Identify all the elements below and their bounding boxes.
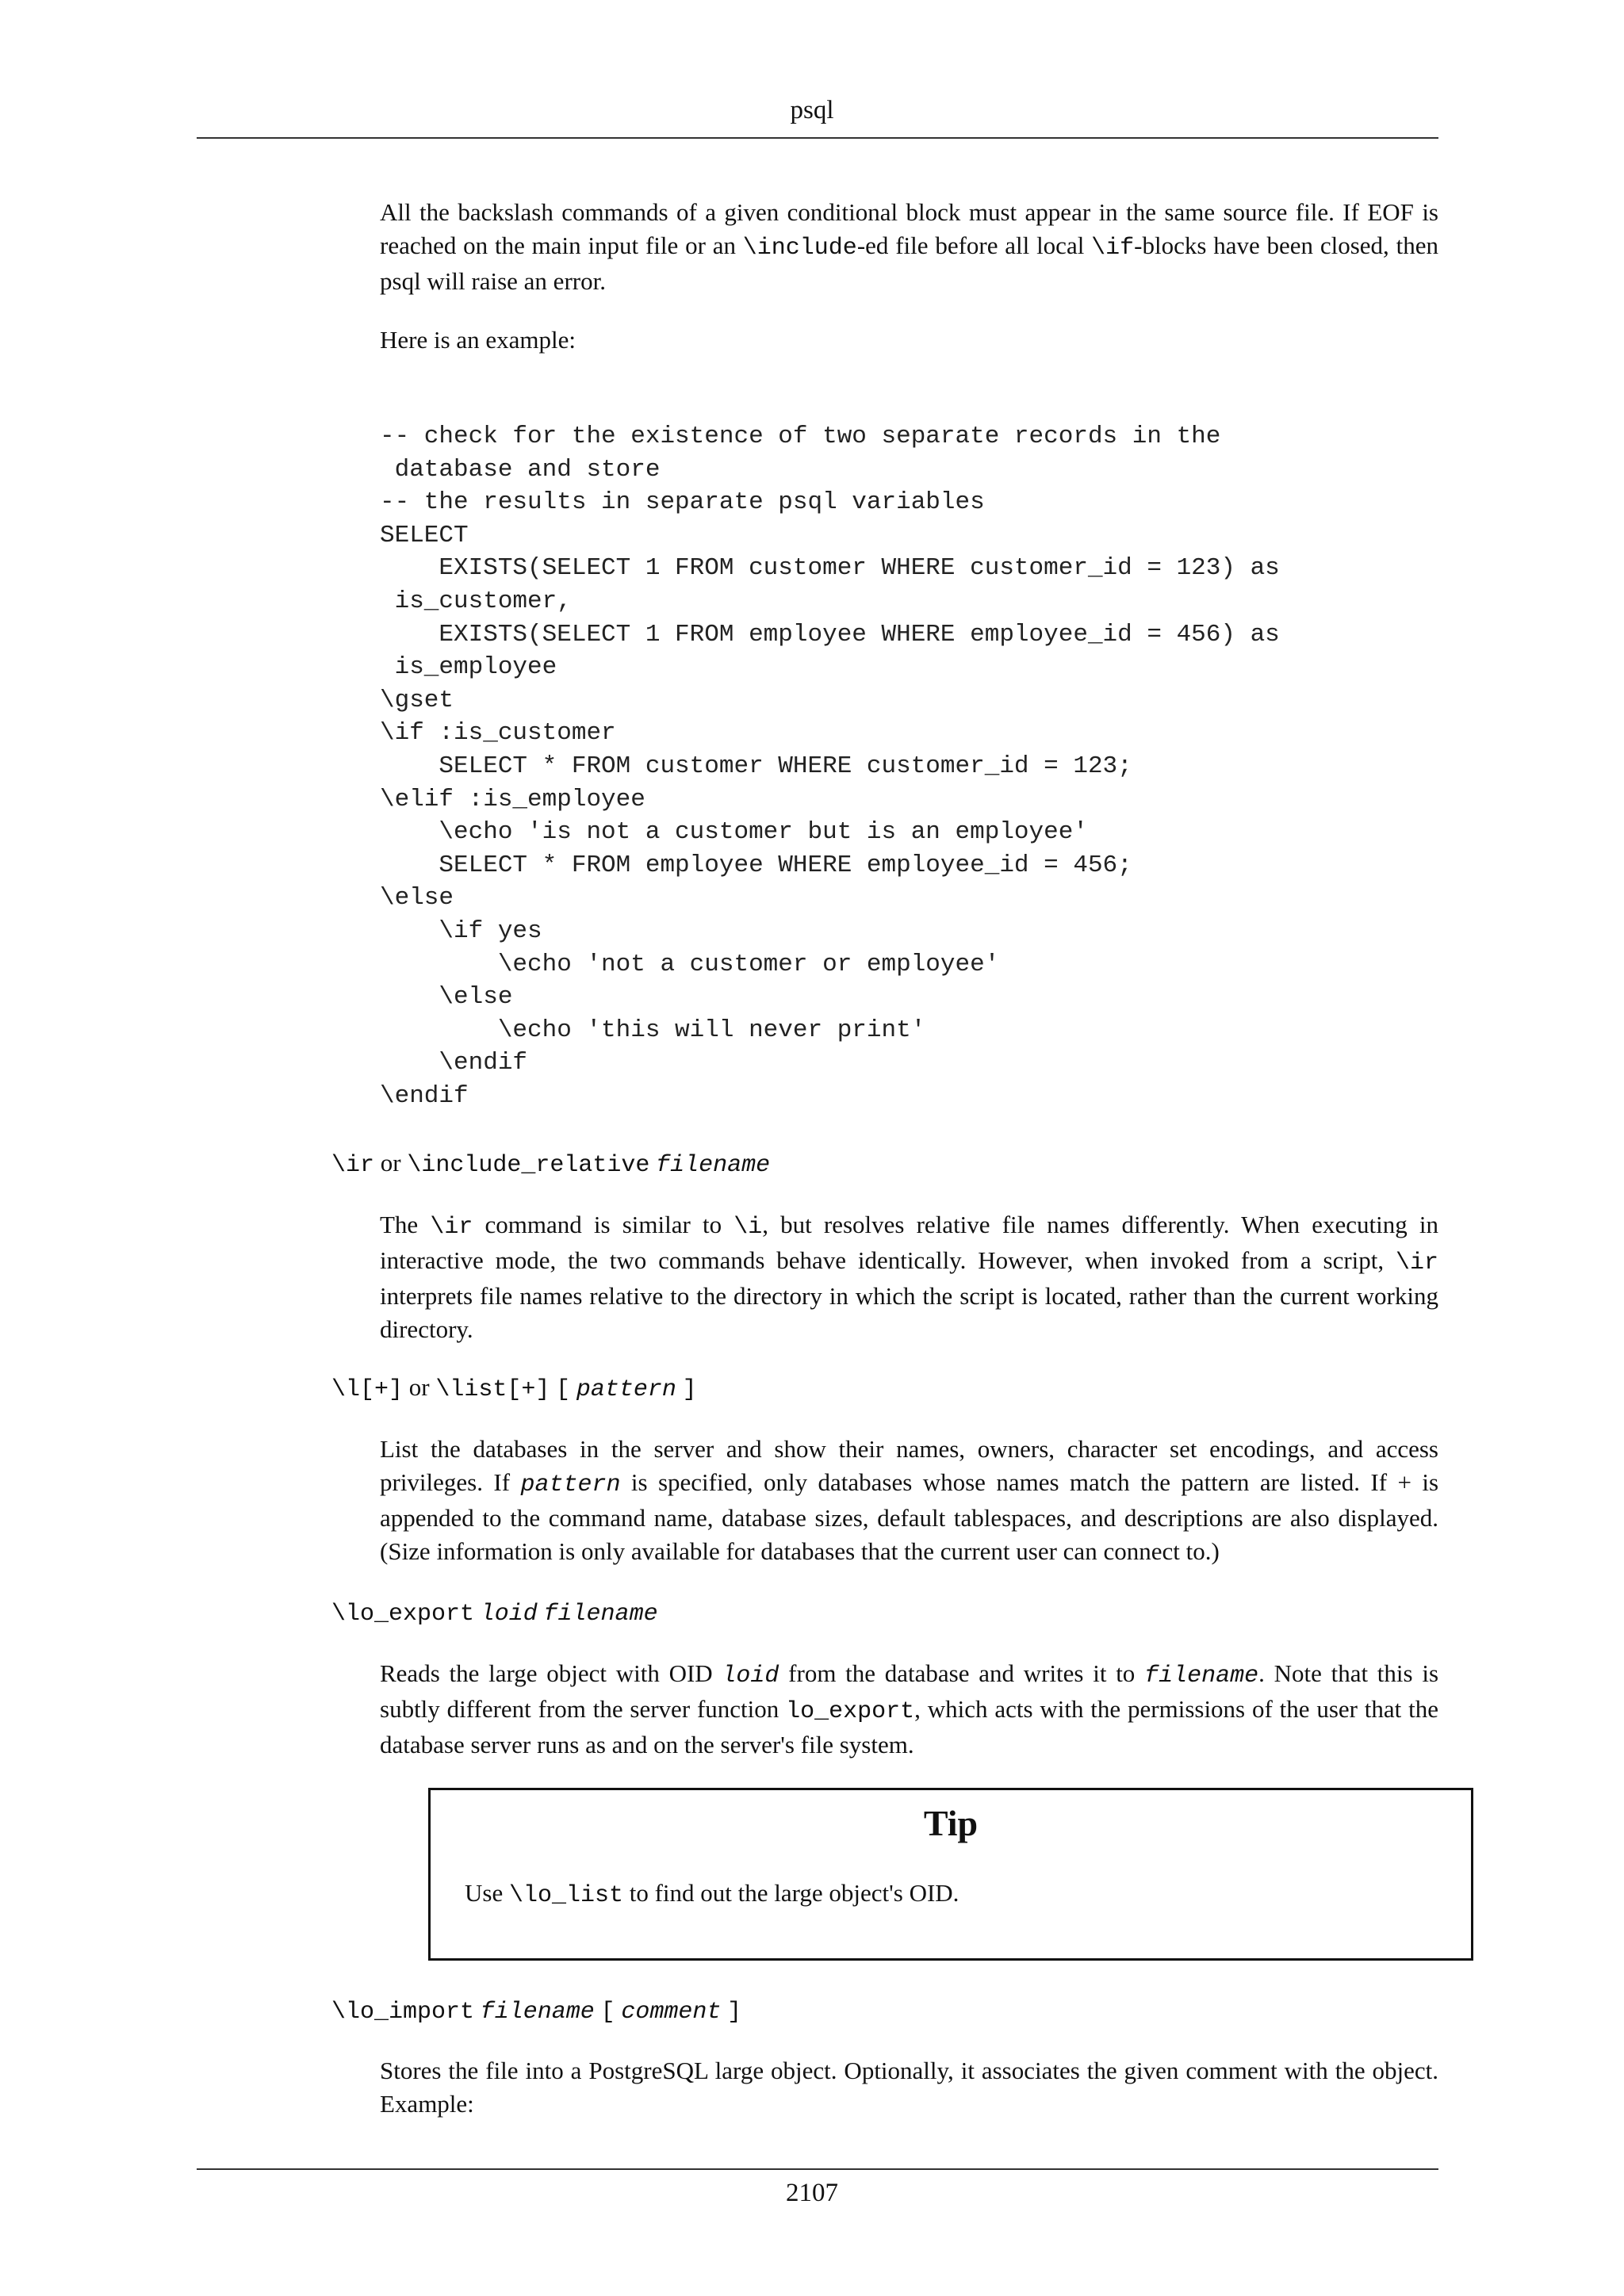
lo-export-description: [380, 1657, 1438, 1762]
lo-import-command-term: [331, 1993, 741, 2029]
header-rule: [197, 137, 1438, 139]
lo-export-desc-b: from the database and writes it to: [779, 1659, 1145, 1687]
ir-description: [380, 1208, 1438, 1346]
tip-text-a: Use: [465, 1879, 509, 1907]
intro-paragraph: [380, 196, 1438, 298]
ir-desc-c: , but resolves relative file names differently. When executing in interactive mode, the two commands behave identically. However, when invoked from a script,: [380, 1211, 1438, 1274]
ir-cmd: \ir: [331, 1152, 375, 1179]
ir-desc-code2: \i: [733, 1214, 763, 1241]
list-desc-a: List the databases in the server and show their names, owners, character set encodings, and access privileges. If: [380, 1435, 1438, 1496]
lo-export-arg-filename: filename: [543, 1601, 658, 1628]
lo-export-desc-loid: loid: [722, 1663, 779, 1689]
list-arg-pattern: pattern: [576, 1376, 676, 1403]
list-desc-b: is specified, only databases whose names match the pattern are listed. If + is appended to the command name, database sizes, default tablespaces, and descriptions are also displayed. (Size information is only available for databases that the current user can connect to.): [380, 1468, 1439, 1565]
lo-export-desc-c: . Note that this is subtly different from the server function: [380, 1659, 1439, 1723]
list-bracket-open: [: [556, 1376, 571, 1403]
intro-text-a: All the backslash commands of a given conditional block must appear in the same source file. If EOF is reached on the main input file or an: [380, 198, 1438, 259]
ir-desc-b: command is similar to: [473, 1211, 734, 1238]
lo-import-bracket-open: [: [600, 1999, 615, 2026]
tip-code: \lo_list: [508, 1882, 623, 1909]
if-code: \if: [1091, 235, 1135, 262]
list-or: or: [403, 1373, 436, 1401]
list-desc-pattern: pattern: [520, 1471, 621, 1498]
page-header-title: psql: [790, 96, 834, 124]
lo-import-arg-comment: comment: [621, 1999, 722, 2026]
code-example: -- check for the existence of two separate records in the database and store -- the results in separate psql variables SELECT EXISTS(SELECT 1 FROM customer WHERE customer_id = 123) as is_customer, EXISTS(SELECT 1 FROM employee WHERE employee_id = 456) as is_employee \gset \if :is_customer SELECT * FROM customer WHERE customer_id = 123; \elif :is_employee \echo 'is not a customer but is an employee' SELECT * FROM employee WHERE employee_id = 456; \else \if yes \echo 'not a customer or employee' \else \echo 'this will never print' \endif \endif: [380, 423, 1280, 1110]
list-cmd: \list[+]: [435, 1376, 550, 1403]
ir-or: or: [374, 1149, 408, 1177]
include-relative-cmd: \include_relative: [407, 1152, 650, 1179]
example-intro: Here is an example:: [380, 326, 576, 354]
intro-text-c: -blocks have been closed, then psql will raise an error.: [380, 232, 1438, 295]
ir-desc-code1: \ir: [430, 1214, 473, 1241]
include-code: \include: [742, 235, 857, 262]
lo-export-arg-loid: loid: [480, 1601, 538, 1628]
lo-export-command-term: [331, 1595, 658, 1631]
ir-command-term: [331, 1146, 770, 1182]
lo-export-desc-filename: filename: [1144, 1663, 1259, 1689]
list-bracket-close: ]: [682, 1376, 697, 1403]
ir-desc-a: The: [380, 1211, 431, 1238]
page-number: 2107: [786, 2179, 838, 2207]
ir-desc-code3: \ir: [1395, 1249, 1438, 1276]
footer-rule: [197, 2168, 1438, 2170]
list-command-term: [331, 1371, 697, 1406]
intro-text-b: -ed file before all local: [856, 232, 1092, 259]
tip-text-b: to find out the large object's OID.: [623, 1879, 959, 1907]
list-description: [380, 1433, 1438, 1568]
lo-import-description: Stores the file into a PostgreSQL large object. Optionally, it associates the given comment with the object. Example:: [380, 2057, 1438, 2118]
lo-export-desc-code: lo_export: [786, 1698, 915, 1725]
tip-title: Tip: [923, 1803, 979, 1843]
tip-body: [465, 1877, 959, 1912]
ir-arg-filename: filename: [656, 1152, 771, 1179]
lo-export-desc-a: Reads the large object with OID: [380, 1659, 722, 1687]
ir-desc-d: interprets file names relative to the directory in which the script is located, rather than the current working directory.: [380, 1282, 1438, 1343]
lo-import-cmd: \lo_import: [331, 1999, 475, 2026]
l-cmd: \l[+]: [331, 1376, 404, 1403]
lo-import-bracket-close: ]: [727, 1999, 742, 2026]
lo-export-desc-d: , which acts with the permissions of the user that the database server runs as and on the server's file system.: [380, 1695, 1438, 1758]
lo-export-cmd: \lo_export: [331, 1601, 475, 1628]
lo-import-arg-filename: filename: [480, 1999, 595, 2026]
